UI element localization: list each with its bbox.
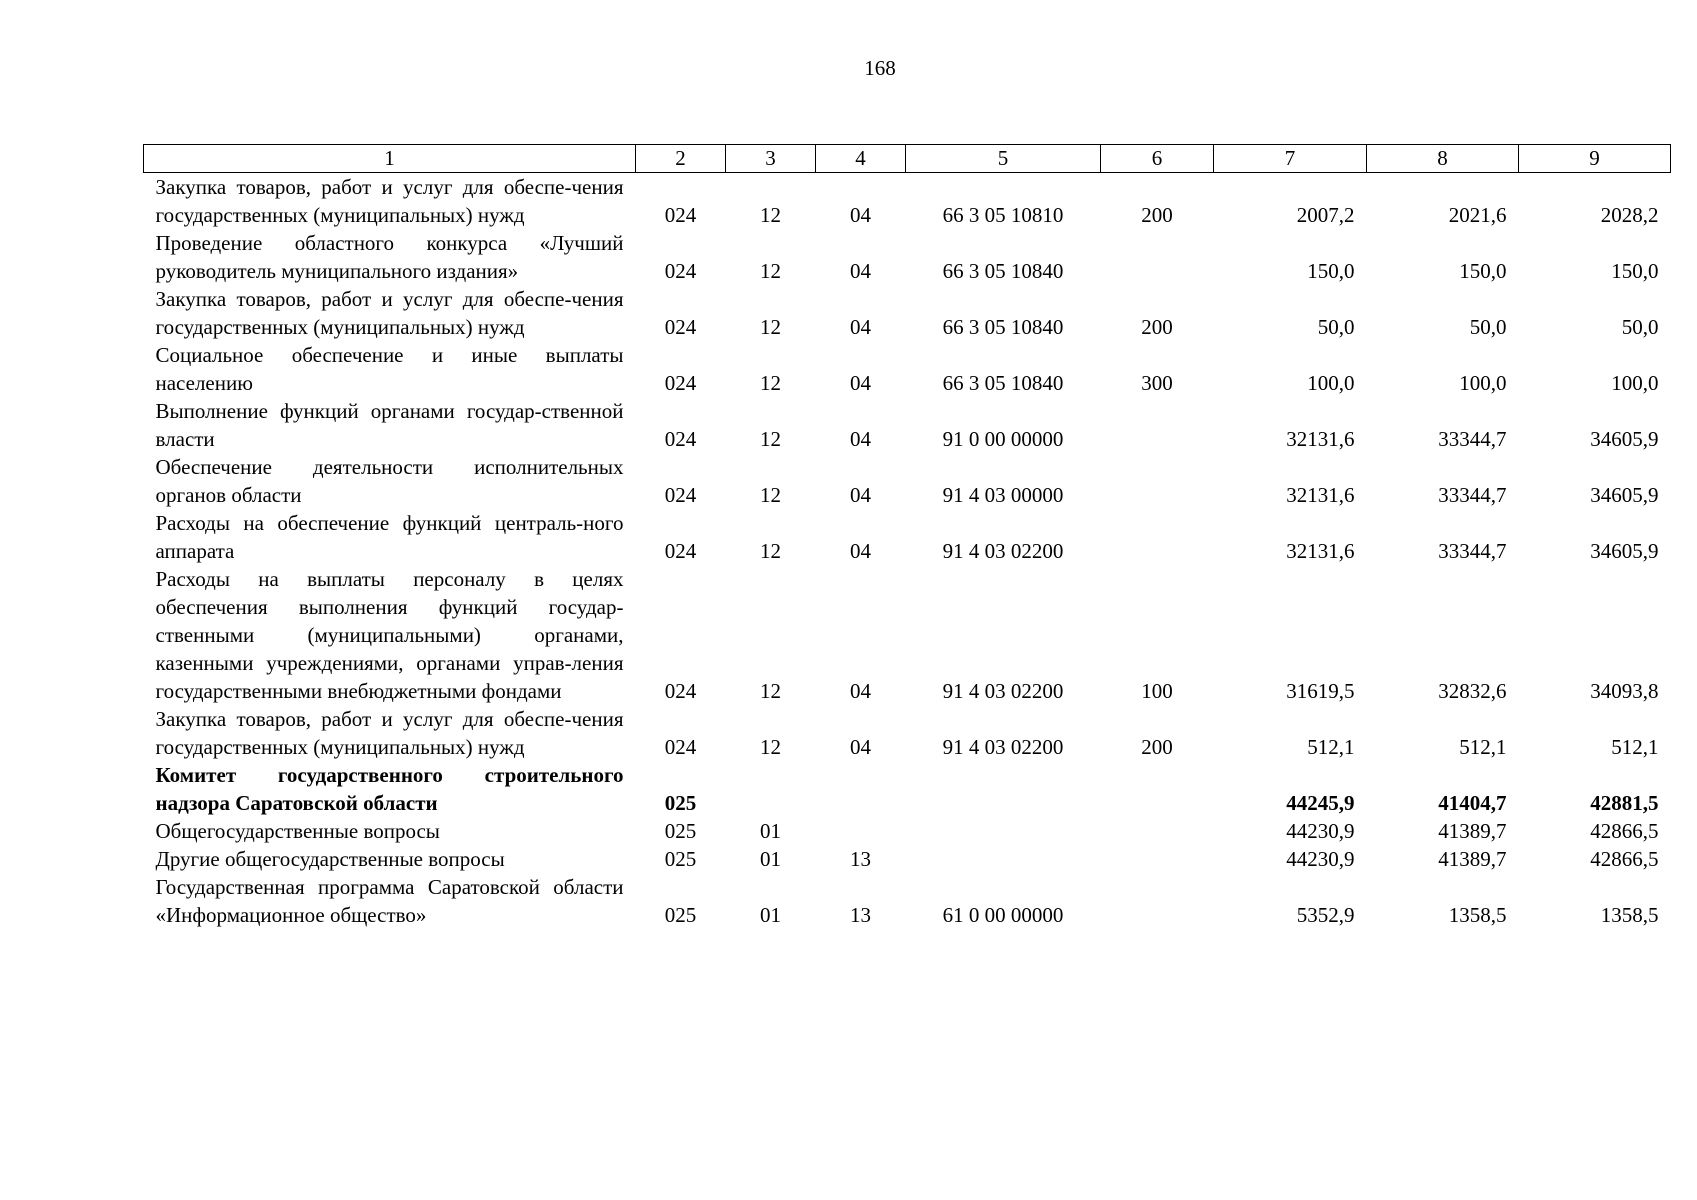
row-col-7: 5352,9 — [1296, 903, 1355, 927]
row-col-8: 1358,5 — [1448, 903, 1507, 927]
row-col-5: 91 4 03 02200 — [942, 679, 1064, 703]
row-col-2: 025 — [664, 791, 697, 815]
row-col-6 — [1101, 453, 1214, 509]
table-row — [144, 705, 1671, 761]
row-col-9: 100,0 — [1611, 371, 1659, 395]
row-col-9: 34605,9 — [1590, 539, 1659, 563]
row-col-2: 024 — [664, 315, 697, 339]
row-col-3: 12 — [760, 679, 781, 703]
row-col-4 — [816, 817, 906, 845]
row-col-8: 32832,6 — [1438, 679, 1507, 703]
budget-table — [143, 144, 1671, 929]
row-col-2: 024 — [664, 259, 697, 283]
row-col-2: 025 — [664, 847, 697, 871]
row-col-6 — [1101, 817, 1214, 845]
row-col-4: 04 — [850, 203, 871, 227]
row-col-9: 1358,5 — [1600, 903, 1659, 927]
row-col-3: 12 — [760, 483, 781, 507]
table-row — [144, 509, 1671, 565]
row-col-2: 025 — [664, 903, 697, 927]
row-col-7: 31619,5 — [1286, 679, 1355, 703]
table-row — [144, 873, 1671, 929]
row-col-8: 150,0 — [1459, 259, 1507, 283]
row-col-5: 66 3 05 10840 — [942, 315, 1064, 339]
table-row — [144, 453, 1671, 509]
table-row — [144, 229, 1671, 285]
row-col-8: 33344,7 — [1438, 483, 1507, 507]
row-col-8: 100,0 — [1459, 371, 1507, 395]
row-col-8: 41404,7 — [1438, 791, 1507, 815]
table-row — [144, 173, 1671, 230]
row-col-2: 024 — [664, 679, 697, 703]
row-col-3: 12 — [760, 539, 781, 563]
row-col-3: 12 — [760, 427, 781, 451]
row-col-6 — [1101, 873, 1214, 929]
table-body — [144, 173, 1671, 930]
row-col-4: 04 — [850, 315, 871, 339]
row-description: Проведение областного конкурса «Лучший руководитель муниципального издания» — [155, 231, 624, 283]
row-col-3: 12 — [760, 371, 781, 395]
row-col-6: 300 — [1141, 371, 1173, 395]
row-col-5: 91 4 03 00000 — [942, 483, 1064, 507]
row-description: Расходы на обеспечение функций централь-ного аппарата — [155, 511, 624, 563]
row-col-5: 66 3 05 10840 — [942, 259, 1064, 283]
row-col-7: 32131,6 — [1286, 539, 1355, 563]
column-header: 5 — [906, 145, 1101, 173]
row-col-9: 34093,8 — [1590, 679, 1659, 703]
column-header: 7 — [1214, 145, 1367, 173]
row-col-6: 200 — [1141, 203, 1173, 227]
row-col-2: 024 — [664, 371, 697, 395]
column-header: 4 — [816, 145, 906, 173]
row-col-7: 32131,6 — [1286, 427, 1355, 451]
row-col-3: 12 — [760, 315, 781, 339]
row-col-2: 025 — [664, 819, 697, 843]
column-header: 2 — [636, 145, 726, 173]
row-col-8: 512,1 — [1459, 735, 1507, 759]
row-col-5: 66 3 05 10840 — [942, 371, 1064, 395]
row-col-7: 2007,2 — [1296, 203, 1355, 227]
row-col-8: 41389,7 — [1438, 847, 1507, 871]
row-col-4: 13 — [850, 903, 871, 927]
row-col-6: 200 — [1141, 735, 1173, 759]
row-description: Закупка товаров, работ и услуг для обеспе-чения государственных (муниципальных) нужд — [155, 287, 624, 339]
row-col-8: 33344,7 — [1438, 427, 1507, 451]
row-col-2: 024 — [664, 735, 697, 759]
row-col-7: 44230,9 — [1286, 847, 1355, 871]
row-col-7: 44230,9 — [1286, 819, 1355, 843]
row-col-6 — [1101, 845, 1214, 873]
row-col-9: 150,0 — [1611, 259, 1659, 283]
row-col-2: 024 — [664, 539, 697, 563]
row-col-9: 42881,5 — [1590, 791, 1659, 815]
row-col-6 — [1101, 229, 1214, 285]
row-col-5 — [906, 761, 1101, 817]
row-description: Закупка товаров, работ и услуг для обеспе-чения государственных (муниципальных) нужд — [155, 175, 624, 227]
column-header: 8 — [1367, 145, 1519, 173]
column-header: 6 — [1101, 145, 1214, 173]
row-col-9: 42866,5 — [1590, 847, 1659, 871]
column-header: 9 — [1519, 145, 1671, 173]
row-description: Комитет государственного строительного надзора Саратовской области — [155, 763, 624, 815]
row-description: Закупка товаров, работ и услуг для обеспе-чения государственных (муниципальных) нужд — [155, 707, 624, 759]
row-col-8: 2021,6 — [1448, 203, 1507, 227]
row-description: Обеспечение деятельности исполнительных органов области — [155, 455, 624, 507]
table-row — [144, 845, 1671, 873]
row-col-6: 100 — [1141, 679, 1173, 703]
row-col-2: 024 — [664, 203, 697, 227]
row-col-3: 12 — [760, 259, 781, 283]
row-col-5: 91 4 03 02200 — [942, 735, 1064, 759]
row-col-5: 91 0 00 00000 — [942, 427, 1064, 451]
table-row — [144, 397, 1671, 453]
row-col-7: 50,0 — [1317, 315, 1355, 339]
row-col-7: 512,1 — [1307, 735, 1355, 759]
row-col-9: 34605,9 — [1590, 483, 1659, 507]
row-col-5 — [906, 845, 1101, 873]
row-description: Социальное обеспечение и иные выплаты населению — [155, 343, 624, 395]
row-col-3 — [726, 761, 816, 817]
row-col-4: 04 — [850, 427, 871, 451]
row-col-7: 32131,6 — [1286, 483, 1355, 507]
row-description: Общегосударственные вопросы — [155, 819, 440, 843]
row-col-7: 44245,9 — [1286, 791, 1355, 815]
row-col-3: 12 — [760, 735, 781, 759]
table-row — [144, 565, 1671, 705]
row-col-4: 04 — [850, 539, 871, 563]
row-col-2: 024 — [664, 427, 697, 451]
row-col-4: 04 — [850, 483, 871, 507]
row-description: Другие общегосударственные вопросы — [155, 847, 505, 871]
column-header: 1 — [144, 145, 636, 173]
row-col-6 — [1101, 761, 1214, 817]
row-col-7: 150,0 — [1307, 259, 1355, 283]
row-col-6 — [1101, 509, 1214, 565]
row-col-5: 61 0 00 00000 — [942, 903, 1064, 927]
row-col-3: 01 — [760, 819, 781, 843]
row-col-3: 01 — [760, 847, 781, 871]
row-description: Расходы на выплаты персоналу в целях обеспечения выполнения функций государ-ственными (муниципальными) органами, казенными учреждениями, органами управ-ления государственными внебюджетными фондами — [155, 567, 624, 703]
row-col-3: 01 — [760, 903, 781, 927]
row-col-8: 50,0 — [1469, 315, 1507, 339]
row-col-6 — [1101, 397, 1214, 453]
row-col-9: 512,1 — [1611, 735, 1659, 759]
row-description: Выполнение функций органами государ-ственной власти — [155, 399, 624, 451]
row-col-8: 33344,7 — [1438, 539, 1507, 563]
page-number: 168 — [864, 56, 896, 80]
row-col-4: 04 — [850, 371, 871, 395]
table-row — [144, 761, 1671, 817]
row-description: Государственная программа Саратовской области «Информационное общество» — [155, 875, 624, 927]
table-row — [144, 285, 1671, 341]
row-col-5 — [906, 817, 1101, 845]
row-col-6: 200 — [1141, 315, 1173, 339]
table-row — [144, 341, 1671, 397]
row-col-2: 024 — [664, 483, 697, 507]
row-col-4: 13 — [850, 847, 871, 871]
row-col-9: 42866,5 — [1590, 819, 1659, 843]
row-col-4: 04 — [850, 679, 871, 703]
row-col-4: 04 — [850, 259, 871, 283]
row-col-8: 41389,7 — [1438, 819, 1507, 843]
table-header-row — [144, 145, 1671, 173]
column-header: 3 — [726, 145, 816, 173]
row-col-7: 100,0 — [1307, 371, 1355, 395]
row-col-9: 50,0 — [1621, 315, 1659, 339]
table-row — [144, 817, 1671, 845]
row-col-4 — [816, 761, 906, 817]
row-col-3: 12 — [760, 203, 781, 227]
row-col-9: 2028,2 — [1600, 203, 1659, 227]
row-col-5: 91 4 03 02200 — [942, 539, 1064, 563]
row-col-4: 04 — [850, 735, 871, 759]
row-col-9: 34605,9 — [1590, 427, 1659, 451]
row-col-5: 66 3 05 10810 — [942, 203, 1064, 227]
